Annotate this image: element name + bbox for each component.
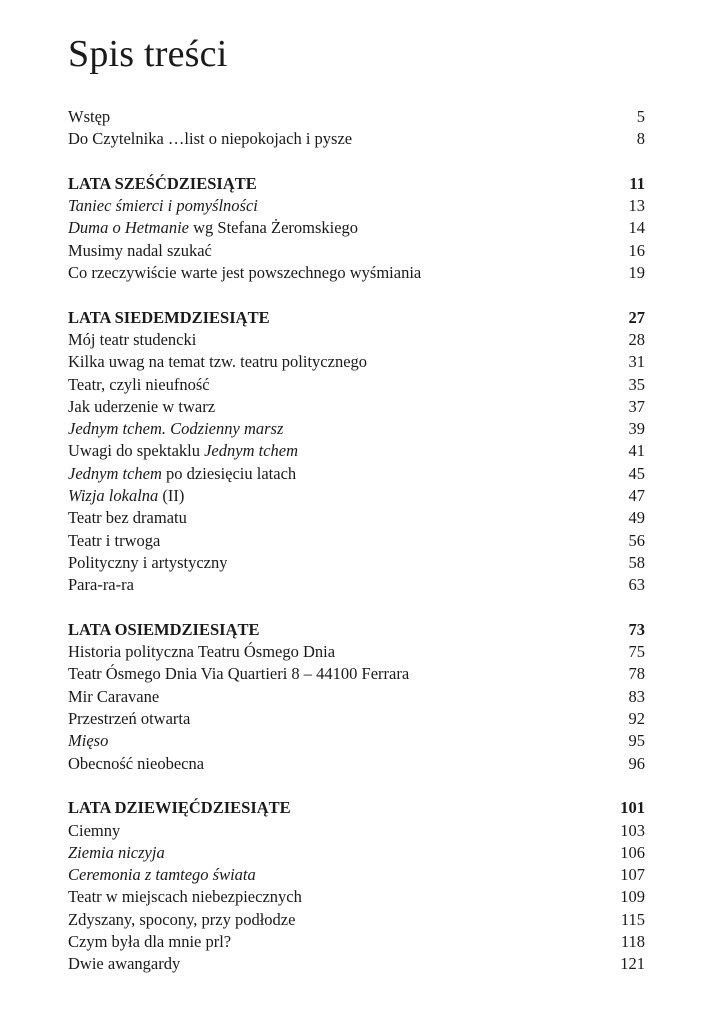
toc-entry-title: Kilka uwag na temat tzw. teatru politycznego <box>68 352 368 372</box>
toc-entry[interactable] <box>68 686 645 708</box>
toc-page-number: 78 <box>628 664 645 684</box>
toc-entry-title: Musimy nadal szukać <box>68 240 212 260</box>
toc-entry-title: Uwagi do spektaklu Jednym tchem <box>68 441 299 461</box>
toc-entry[interactable] <box>68 842 645 864</box>
toc-page-number: 106 <box>620 842 645 862</box>
toc-entry-title: Do Czytelnika …list o niepokojach i pysze <box>68 129 353 149</box>
toc-entry-title: Jednym tchem. Codzienny marsz <box>68 419 284 439</box>
toc-entry-title: Para-ra-ra <box>68 575 134 595</box>
toc-entry[interactable] <box>68 440 645 462</box>
toc-entry-title: Mięso <box>68 731 109 751</box>
toc-page-number: 8 <box>636 129 645 149</box>
toc-page-number: 109 <box>620 887 645 907</box>
section-heading[interactable] <box>68 173 645 195</box>
toc-entry-title: Jednym tchem po dziesięciu latach <box>68 463 297 483</box>
table-of-contents <box>68 106 645 976</box>
toc-entry-title: Teatr bez dramatu <box>68 508 187 528</box>
toc-entry[interactable] <box>68 128 645 150</box>
toc-page-number: 63 <box>628 575 645 595</box>
toc-entry[interactable] <box>68 574 645 596</box>
toc-page-number: 107 <box>620 865 645 885</box>
toc-page-number: 56 <box>628 530 645 550</box>
toc-page-number: 121 <box>620 954 645 974</box>
toc-entry-title: LATA OSIEMDZIESIĄTE <box>68 619 260 639</box>
toc-entry[interactable] <box>68 374 645 396</box>
toc-entry-title: Teatr i trwoga <box>68 530 161 550</box>
toc-entry-title: Teatr Ósmego Dnia Via Quartieri 8 – 44100 Ferrara <box>68 664 410 684</box>
toc-page-number: 41 <box>628 441 645 461</box>
toc-entry[interactable] <box>68 507 645 529</box>
toc-page-number: 101 <box>620 798 645 818</box>
toc-page-number: 27 <box>628 307 645 327</box>
section-heading[interactable] <box>68 307 645 329</box>
toc-entry[interactable] <box>68 351 645 373</box>
toc-entry-title: Wizja lokalna (II) <box>68 486 185 506</box>
toc-entry[interactable] <box>68 463 645 485</box>
toc-entry[interactable] <box>68 953 645 975</box>
toc-entry-title: Teatr w miejscach niebezpiecznych <box>68 887 302 907</box>
toc-page-number: 45 <box>628 463 645 483</box>
toc-entry-title: Teatr, czyli nieufność <box>68 374 210 394</box>
toc-entry-title: Mój teatr studencki <box>68 329 197 349</box>
toc-entry-title: Obecność nieobecna <box>68 753 205 773</box>
toc-entry-title: Wstęp <box>68 107 111 126</box>
toc-page-number: 31 <box>628 352 645 372</box>
toc-page-number: 19 <box>628 263 645 283</box>
toc-entry[interactable] <box>68 708 645 730</box>
toc-page-number: 103 <box>620 820 645 840</box>
toc-entry-title: LATA SIEDEMDZIESIĄTE <box>68 307 270 327</box>
toc-entry[interactable] <box>68 663 645 685</box>
page-title: Spis treści <box>68 33 228 75</box>
toc-entry-title: LATA DZIEWIĘĆDZIESIĄTE <box>68 798 291 818</box>
toc-page-number: 11 <box>629 173 645 193</box>
toc-entry[interactable] <box>68 217 645 239</box>
toc-page-number: 115 <box>620 909 645 929</box>
toc-entry[interactable] <box>68 530 645 552</box>
toc-entry-title: Zdyszany, spocony, przy podłodze <box>68 909 296 929</box>
toc-entry-title: Historia polityczna Teatru Ósmego Dnia <box>68 642 336 662</box>
toc-page-number: 14 <box>628 218 645 238</box>
toc-entry-title: Jak uderzenie w twarz <box>68 396 216 416</box>
toc-page-number: 47 <box>628 486 645 506</box>
toc-entry-title: Taniec śmierci i pomyślności <box>68 196 258 216</box>
toc-entry[interactable] <box>68 909 645 931</box>
toc-page-number: 95 <box>628 731 645 751</box>
toc-page-number: 92 <box>628 709 645 729</box>
section-heading[interactable] <box>68 797 645 819</box>
toc-entry-title: Dwie awangardy <box>68 954 181 974</box>
toc-page-number: 35 <box>628 374 645 394</box>
toc-entry-title: Mir Caravane <box>68 686 160 706</box>
toc-entry[interactable] <box>68 195 645 217</box>
toc-page-number: 73 <box>628 619 645 639</box>
toc-entry[interactable] <box>68 329 645 351</box>
toc-entry[interactable] <box>68 931 645 953</box>
toc-page-number: 13 <box>628 196 645 216</box>
toc-entry[interactable] <box>68 552 645 574</box>
toc-page-number: 37 <box>628 396 645 416</box>
toc-entry[interactable] <box>68 262 645 284</box>
toc-entry[interactable] <box>68 240 645 262</box>
toc-entry[interactable] <box>68 106 645 128</box>
toc-entry[interactable] <box>68 820 645 842</box>
toc-entry[interactable] <box>68 730 645 752</box>
toc-entry-title: Duma o Hetmanie wg Stefana Żeromskiego <box>68 218 359 238</box>
toc-entry-title: Ziemia niczyja <box>68 842 165 862</box>
toc-entry[interactable] <box>68 641 645 663</box>
toc-page-number: 58 <box>628 552 645 572</box>
toc-entry-title: Ciemny <box>68 820 121 840</box>
toc-page-number: 49 <box>628 508 645 528</box>
toc-entry[interactable] <box>68 864 645 886</box>
toc-entry[interactable] <box>68 485 645 507</box>
section-heading[interactable] <box>68 619 645 641</box>
toc-entry-title: Co rzeczywiście warte jest powszechnego wyśmiania <box>68 263 422 283</box>
toc-entry-title: Polityczny i artystyczny <box>68 552 228 572</box>
toc-entry-title: Czym była dla mnie prl? <box>68 931 232 951</box>
toc-entry-title: LATA SZEŚĆDZIESIĄTE <box>68 173 257 193</box>
toc-entry[interactable] <box>68 396 645 418</box>
toc-page-number: 96 <box>628 753 645 773</box>
toc-entry[interactable] <box>68 753 645 775</box>
toc-entry-title: Ceremonia z tamtego świata <box>68 865 256 885</box>
toc-page-number: 5 <box>636 107 645 126</box>
toc-page-number: 39 <box>628 419 645 439</box>
toc-page-number: 28 <box>628 329 645 349</box>
toc-page-number: 16 <box>628 240 645 260</box>
toc-page-number: 75 <box>628 642 645 662</box>
toc-entry-title: Przestrzeń otwarta <box>68 709 191 729</box>
toc-page-number: 118 <box>620 931 645 951</box>
toc-entry[interactable] <box>68 886 645 908</box>
toc-page-number: 83 <box>628 686 645 706</box>
toc-entry[interactable] <box>68 418 645 440</box>
